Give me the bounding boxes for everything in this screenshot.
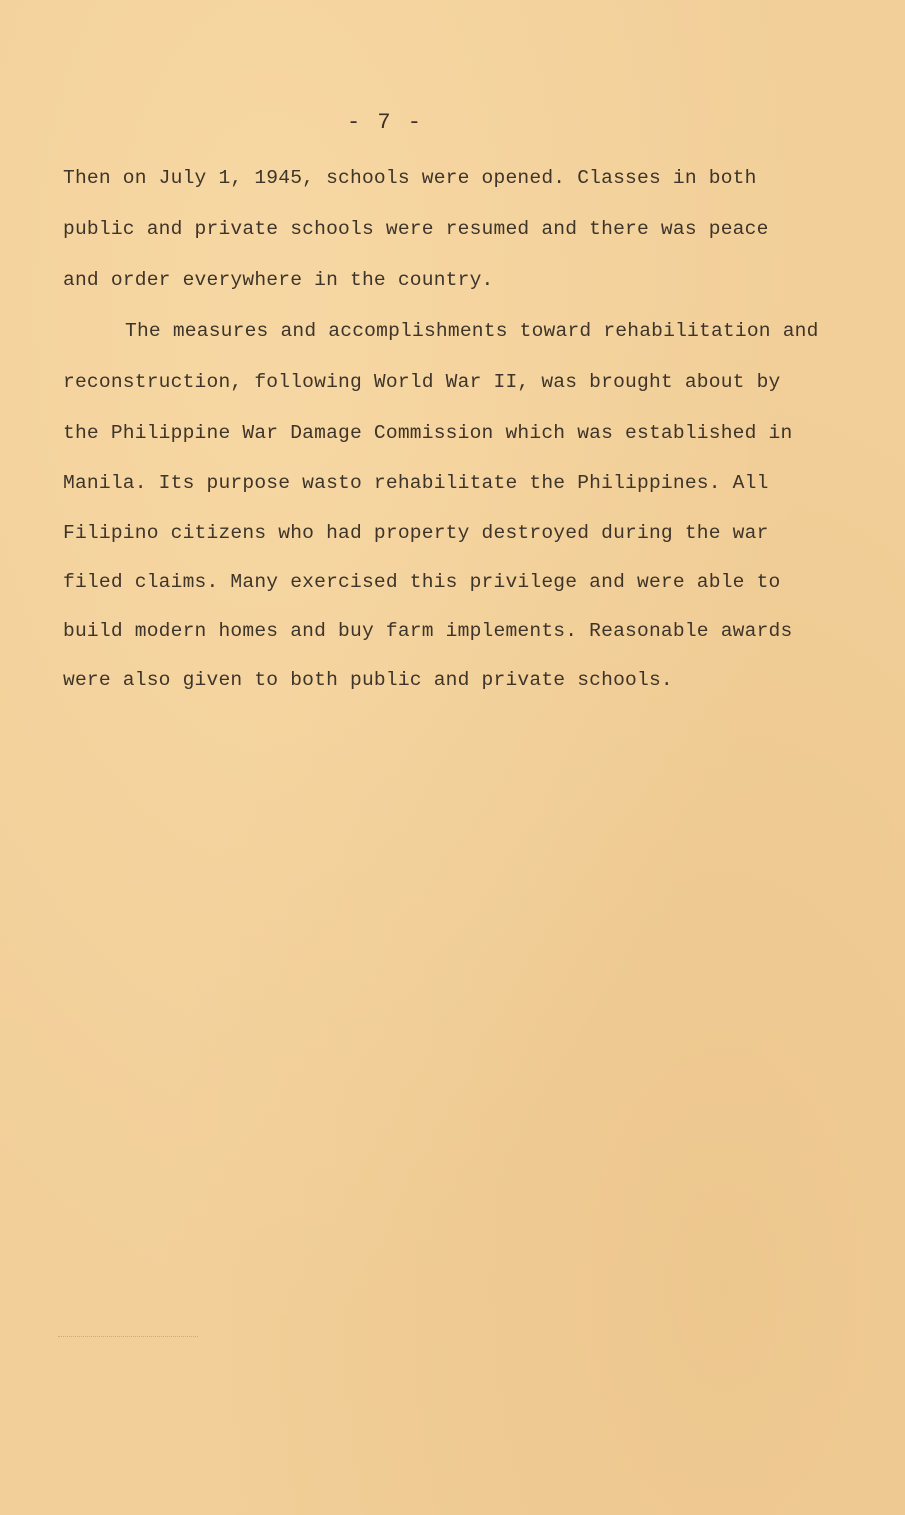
text-line: Filipino citizens who had property destroyed during the war	[63, 522, 769, 544]
text-line: build modern homes and buy farm implements. Reasonable awards	[63, 620, 793, 642]
faint-pencil-mark	[58, 1320, 198, 1337]
text-line: public and private schools were resumed and there was peace	[63, 218, 769, 240]
text-line: reconstruction, following World War II, was brought about by	[63, 371, 781, 393]
text-line: Manila. Its purpose wasto rehabilitate the Philippines. All	[63, 472, 769, 494]
text-line: The measures and accomplishments toward rehabilitation and	[125, 320, 819, 342]
text-line: Then on July 1, 1945, schools were opened. Classes in both	[63, 167, 757, 189]
text-line: the Philippine War Damage Commission which was established in	[63, 422, 793, 444]
text-line: and order everywhere in the country.	[63, 269, 494, 291]
text-line: were also given to both public and private schools.	[63, 669, 673, 691]
text-line: filed claims. Many exercised this privilege and were able to	[63, 571, 781, 593]
page-number: - 7 -	[346, 110, 423, 135]
